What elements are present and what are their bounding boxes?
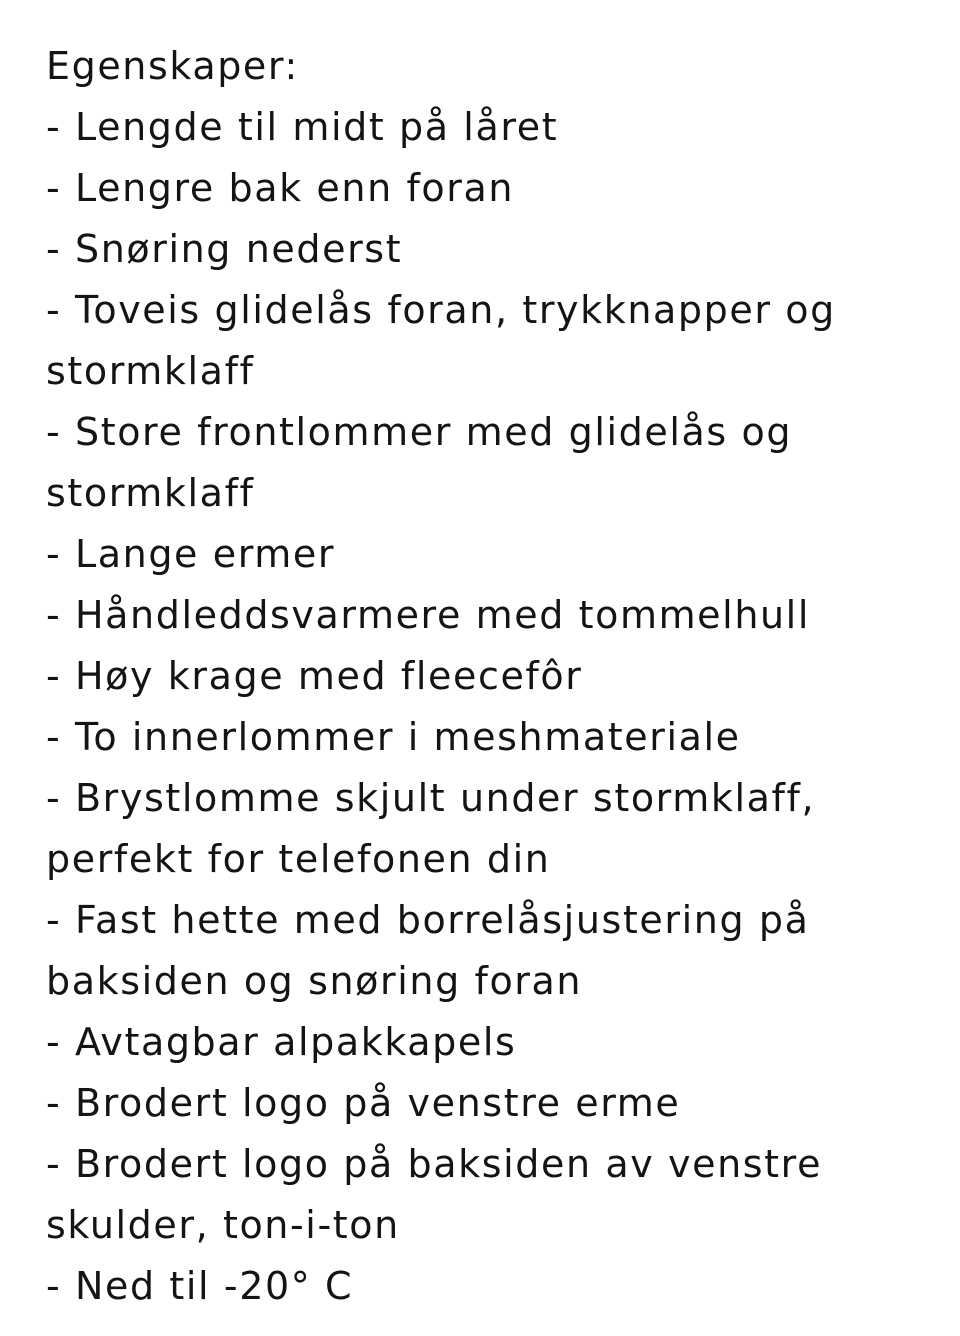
feature-item: - Brodert logo på venstre erme [46,1081,681,1125]
feature-item-continuation: perfekt for telefonen din [46,837,551,881]
feature-item: - To innerlommer i meshmateriale [46,715,741,759]
feature-item: - Håndleddsvarmere med tommelhull [46,593,811,637]
product-features-text [46,36,926,1317]
feature-item: - Avtagbar alpakkapels [46,1020,517,1064]
feature-item: - Brystlomme skjult under stormklaff, [46,776,816,820]
feature-item: - Fast hette med borrelåsjustering på [46,898,810,942]
feature-item: - Brodert logo på baksiden av venstre [46,1142,823,1186]
feature-item-continuation: stormklaff [46,471,255,515]
feature-item-continuation: baksiden og snøring foran [46,959,583,1003]
feature-item: - Snøring nederst [46,227,403,271]
feature-item-continuation: skulder, ton-i-ton [46,1203,400,1247]
feature-item: - Toveis glidelås foran, trykknapper og [46,288,836,332]
features-heading: Egenskaper: [46,44,299,88]
feature-item: - Høy krage med fleecefôr [46,654,583,698]
feature-item: - Lengre bak enn foran [46,166,515,210]
feature-item: - Ned til -20° C [46,1264,354,1308]
feature-item: - Lengde til midt på låret [46,105,559,149]
feature-item: - Lange ermer [46,532,336,576]
feature-item: - Store frontlommer med glidelås og [46,410,793,454]
feature-item-continuation: stormklaff [46,349,255,393]
